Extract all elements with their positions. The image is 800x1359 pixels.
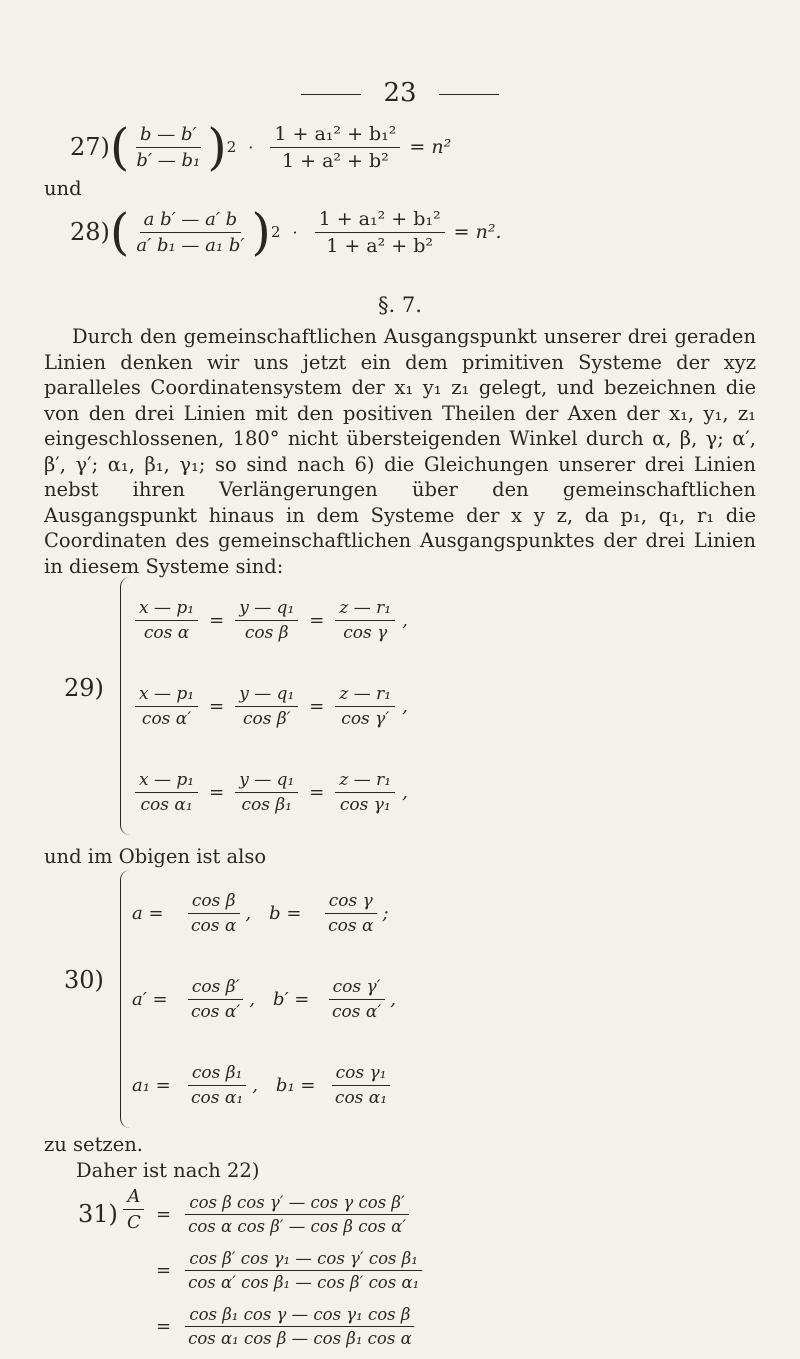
numerator: x — p₁ (135, 770, 198, 793)
numerator: cos γ₁ (332, 1063, 391, 1086)
denominator: cos γ (343, 622, 388, 643)
denominator: cos γ₁ (339, 794, 391, 815)
brace (120, 870, 131, 1128)
denominator: cos γ′ (341, 708, 390, 729)
denominator: cos α₁ (140, 794, 193, 815)
equation-29-rows (132, 577, 532, 835)
text-und: und (44, 177, 82, 200)
variable: a = (132, 902, 164, 924)
numerator: y — q₁ (235, 770, 298, 793)
fraction (184, 1249, 423, 1292)
fraction (324, 891, 377, 936)
denominator: cos β₁ (241, 794, 292, 815)
numerator: cos β (188, 891, 240, 914)
equation-label: 29) (64, 674, 104, 702)
equation-value: = n². (453, 221, 502, 243)
denominator: cos α′ (191, 1001, 241, 1022)
fraction (331, 1063, 391, 1108)
header-rule-left (301, 94, 361, 95)
equation-27: 27) ( $\frac{b — b'}{\text{b′ — b₁}}$ ) 2 · $\frac{\text{1 + a₁² + b₁²}}{\text{1 + a² + b²}}$ = n² (70, 118, 452, 176)
fraction (184, 1305, 416, 1348)
fraction (235, 598, 298, 643)
denominator: cos α₁ (334, 1087, 388, 1108)
denominator: cos α (143, 622, 190, 643)
equation-label: 27) (70, 133, 110, 161)
page-number: 23 (383, 78, 417, 108)
variable: a′ = (132, 988, 168, 1010)
equation-label: 30) (64, 966, 104, 994)
denominator: a′ b₁ — a₁ b′ (136, 234, 245, 256)
fraction (132, 209, 248, 256)
variable: b = (269, 902, 302, 924)
numerator: cos β₁ cos γ — cos γ₁ cos β (185, 1305, 414, 1327)
numerator: y — q₁ (235, 684, 298, 707)
numerator: cos γ (325, 891, 377, 914)
equation-31-row (156, 1242, 426, 1298)
equals-sign: = (156, 1259, 172, 1281)
header-rule-right (439, 94, 499, 95)
fraction (335, 770, 395, 815)
separator: , (245, 902, 252, 924)
numerator: cos γ′ (329, 977, 385, 1000)
equation-30-row (132, 956, 552, 1042)
denominator: cos α′ cos β₁ — cos β′ cos α₁ (188, 1272, 420, 1292)
equals-sign: = (156, 1315, 172, 1337)
section-heading: §. 7. (378, 293, 422, 317)
fraction (328, 977, 385, 1022)
numerator: cos β₁ (188, 1063, 247, 1086)
text-zu-setzen: zu setzen. (44, 1133, 143, 1156)
equation-value: = n² (409, 136, 452, 158)
numerator: x — p₁ (135, 598, 198, 621)
fraction (315, 208, 445, 257)
row-end: , (402, 781, 408, 803)
equation-28: 28) ( $\frac{\text{a b′ — a′ b}}{\text{a′ b₁ — a₁ b′}}$ ) 2 · $\frac{\text{1 + a₁² + b₁²}}{\text{1 + a² + b²}}$ = n². (70, 203, 502, 261)
numerator: z — r₁ (335, 684, 395, 707)
row-end: , (390, 988, 396, 1010)
equation-31-row-list (156, 1186, 426, 1354)
equation-29-row: $\frac{\text{x — p₁}}{\text{cos α}}$ = $\frac{\text{y — q₁}}{\text{cos β}}$ = $\frac{\text{z — r₁}}{\text{cos γ}}$ , (132, 577, 532, 663)
equation-30-row-list (132, 870, 552, 1128)
fraction (235, 684, 298, 729)
fraction (270, 123, 400, 172)
numerator: z — r₁ (335, 770, 395, 793)
fraction (184, 1193, 410, 1236)
equation-30-row (132, 870, 552, 956)
denominator: cos α cos β′ — cos β cos α′ (188, 1216, 406, 1236)
denominator: cos α₁ cos β — cos β₁ cos α (188, 1328, 412, 1348)
text-daher: Daher ist nach 22) (76, 1159, 260, 1182)
denominator: cos α₁ (191, 1087, 244, 1108)
denominator: 1 + a² + b² (326, 234, 433, 257)
text-also: und im Obigen ist also (44, 845, 267, 868)
fraction (132, 124, 204, 171)
variable: b′ = (272, 988, 310, 1010)
page-header (0, 78, 800, 108)
denominator: cos α (328, 915, 374, 936)
numerator: cos β′ cos γ₁ — cos γ′ cos β₁ (185, 1249, 422, 1271)
fraction (187, 1063, 247, 1108)
fraction (335, 684, 395, 729)
numerator: 1 + a₁² + b₁² (270, 123, 400, 148)
fraction (335, 598, 395, 643)
numerator: b — b′ (136, 124, 201, 148)
denominator: C (127, 1212, 141, 1233)
denominator: cos β′ (242, 708, 291, 729)
body-paragraph: Durch den gemeinschaftlichen Ausgangspunkt unserer drei geraden Linien denken wir uns jetzt ein dem primitiven Systeme der xyz paralleles Coordinatensystem der x₁ y₁ z₁ gelegt, und bezeichnen die von den drei Linien mit den positiven Theilen der Axen der x₁, y₁, z₁ eingeschlossenen, 180° nicht übersteigenden Winkel durch α, β, γ; α′, β′, γ′; α₁, β₁, γ₁; so sind nach 6) die Gleichungen unserer drei Linien nebst ihren Verlängerungen über den gemeinschaftlichen Ausgangspunkt hinaus in dem Systeme der x y z, da p₁, q₁, r₁ die Coordinaten des gemeinschaftlichen Ausgangspunktes der drei Linien in diesem Systeme sind: (44, 325, 756, 578)
equation-31-row (156, 1186, 426, 1242)
row-end: , (402, 609, 408, 631)
denominator: cos α′ (331, 1001, 382, 1022)
numerator: cos β cos γ′ — cos γ cos β′ (185, 1193, 408, 1215)
variable: a₁ = (132, 1074, 171, 1096)
numerator: a b′ — a′ b (140, 209, 242, 233)
equation-31-row (156, 1298, 426, 1354)
fraction (187, 977, 244, 1022)
numerator: z — r₁ (335, 598, 395, 621)
denominator: b′ — b₁ (136, 149, 201, 171)
denominator: cos α (191, 915, 237, 936)
fraction (235, 770, 298, 815)
fraction (123, 1186, 145, 1233)
separator: , (249, 988, 255, 1010)
fraction (135, 770, 198, 815)
variable: b₁ = (275, 1074, 316, 1096)
numerator: 1 + a₁² + b₁² (315, 208, 445, 233)
denominator: 1 + a² + b² (281, 149, 389, 172)
equation-label: 31) (78, 1200, 118, 1228)
row-end: ; (382, 902, 389, 924)
numerator: x — p₁ (135, 684, 198, 707)
brace (120, 577, 131, 835)
numerator: cos β′ (188, 977, 244, 1000)
separator: , (252, 1074, 258, 1096)
fraction (135, 684, 198, 729)
equation-30-row (132, 1042, 552, 1128)
numerator: A (123, 1186, 144, 1210)
fraction (135, 598, 198, 643)
equals-sign: = (156, 1203, 172, 1225)
numerator: y — q₁ (235, 598, 298, 621)
equation-label: 28) (70, 218, 110, 246)
denominator: cos β (244, 622, 289, 643)
fraction (187, 891, 240, 936)
denominator: cos α′ (141, 708, 192, 729)
equation-29-row: $\frac{\text{x — p₁}}{\text{cos α′}}$ = $\frac{\text{y — q₁}}{\text{cos β′}}$ = $\frac{\text{z — r₁}}{\text{cos γ′}}$ , (132, 663, 532, 749)
row-end: , (402, 695, 408, 717)
equation-29-row-list (132, 577, 532, 835)
equation-29-row: $\frac{\text{x — p₁}}{\text{cos α₁}}$ = $\frac{\text{y — q₁}}{\text{cos β₁}}$ = $\frac{\text{z — r₁}}{\text{cos γ₁}}$ , (132, 749, 532, 835)
